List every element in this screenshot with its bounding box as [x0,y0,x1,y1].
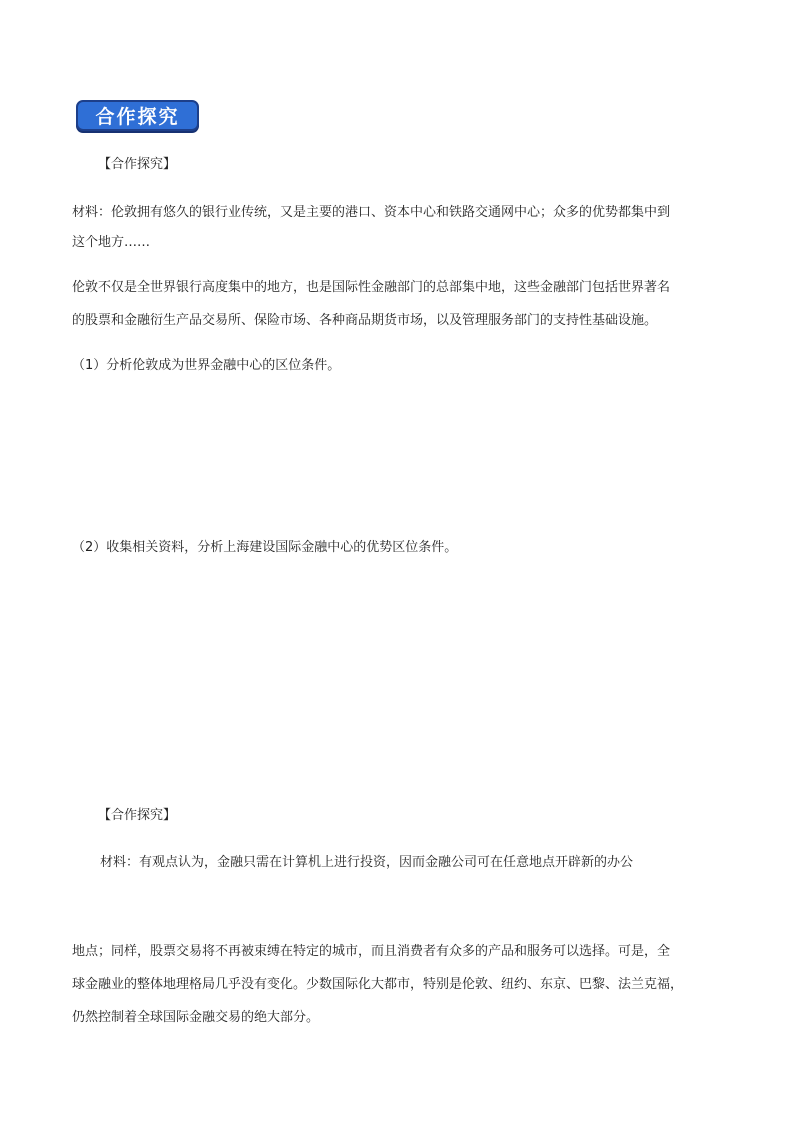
block1-material-line-2: 这个地方…… [72,235,151,250]
section-banner: 合作探究 [76,100,199,131]
block2-material-line-1: 材料：有观点认为，金融只需在计算机上进行投资，因而金融公司可在任意地点开辟新的办公 [100,855,634,870]
block2-heading: 【合作探究】 [98,808,177,823]
block1-paragraph-line-2: 的股票和金融衍生产品交易所、保险市场、各种商品期货市场，以及管理服务部门的支持性基础设施。 [72,313,658,328]
block1-heading: 【合作探究】 [98,157,177,172]
block1-material-line-1: 材料：伦敦拥有悠久的银行业传统，又是主要的港口、资本中心和铁路交通网中心；众多的优势都集中到 [72,205,671,220]
block1-paragraph-line-1: 伦敦不仅是全世界银行高度集中的地方，也是国际性金融部门的总部集中地，这些金融部门包括世界著名 [72,280,671,295]
question-2: （2）收集相关资料，分析上海建设国际金融中心的优势区位条件。 [72,540,458,555]
question-1: （1）分析伦敦成为世界金融中心的区位条件。 [72,358,341,373]
block2-paragraph-line-1: 地点；同样，股票交易将不再被束缚在特定的城市，而且消费者有众多的产品和服务可以选择。可是，全 [72,944,671,959]
block2-paragraph-line-2: 球金融业的整体地理格局几乎没有变化。少数国际化大都市，特别是伦敦、纽约、东京、巴黎、法兰克福， [72,977,684,992]
block2-paragraph-line-3: 仍然控制着全球国际金融交易的绝大部分。 [72,1010,320,1025]
